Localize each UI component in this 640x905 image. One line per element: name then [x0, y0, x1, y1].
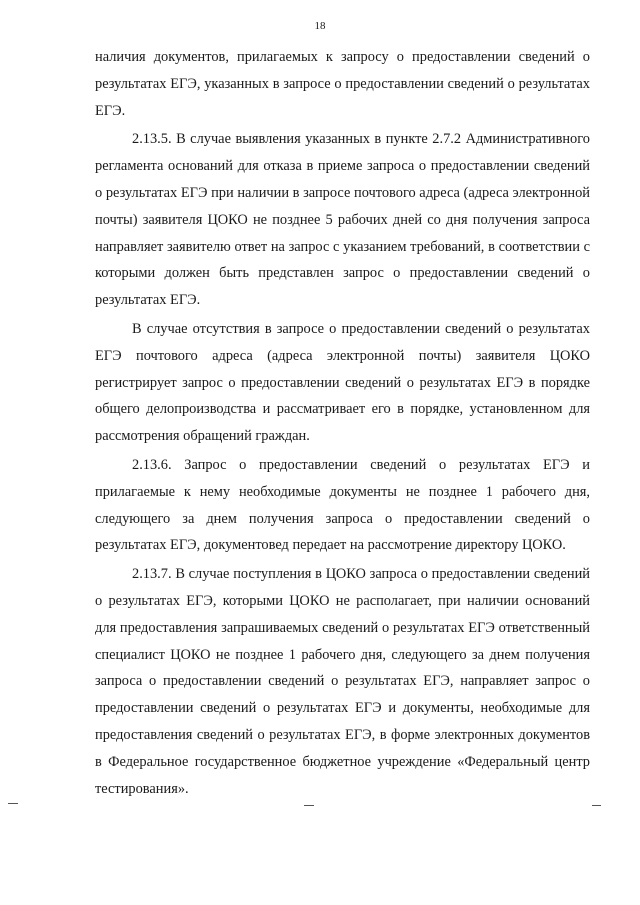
- paragraph-2-13-5-no-address: В случае отсутствия в запросе о предоставлении сведений о результатах ЕГЭ почтового адреса (адреса электронной почты) заявителя ЦОКО регистрирует запрос о предоставлении сведений о результатах ЕГЭ в порядке общего делопроизводства и рассматривает его в порядке, установленном для рассмотрения обращений граждан.: [95, 320, 590, 445]
- scan-mark-left: [8, 803, 18, 804]
- scan-mark-center: [304, 805, 314, 806]
- document-body: [95, 44, 590, 804]
- paragraph-2-13-5: 2.13.5. В случае выявления указанных в пункте 2.7.2 Административного регламента оснований для отказа в приеме запроса о предоставлении сведений о результатах ЕГЭ при наличии в запросе почтового адреса (адреса электронной почты) заявителя ЦОКО не позднее 5 рабочих дней со дня получения запроса направляет заявителю ответ на запрос с указанием требований, в соответствии с которыми должен быть представлен запрос о предоставлении сведений о результатах ЕГЭ.: [95, 131, 590, 309]
- paragraph-2-13-6: 2.13.6. Запрос о предоставлении сведений о результатах ЕГЭ и прилагаемые к нему необходимые документы не позднее 1 рабочего дня, следующего за днем получения запроса о предоставлении сведений о результатах ЕГЭ, документовед передает на рассмотрение директору ЦОКО.: [95, 456, 590, 554]
- scan-mark-right: [592, 805, 601, 806]
- page-number: 18: [314, 20, 326, 32]
- paragraph-continuation: наличия документов, прилагаемых к запросу о предоставлении сведений о результатах ЕГЭ, указанных в запросе о предоставлении сведений о результатах ЕГЭ.: [95, 49, 590, 119]
- paragraph-2-13-7: 2.13.7. В случае поступления в ЦОКО запроса о предоставлении сведений о результатах ЕГЭ, которыми ЦОКО не располагает, при наличии оснований для предоставления запрашиваемых сведений о результатах ЕГЭ ответственный специалист ЦОКО не позднее 1 рабочего дня, следующего за днем получения запроса о предоставлении сведений о результатах ЕГЭ, направляет запрос о предоставлении сведений о результатах ЕГЭ и документы, необходимые для предоставления сведений о результатах ЕГЭ, в форме электронных документов в Федеральное государственное бюджетное учреждение «Федеральный центр тестирования».: [95, 566, 590, 797]
